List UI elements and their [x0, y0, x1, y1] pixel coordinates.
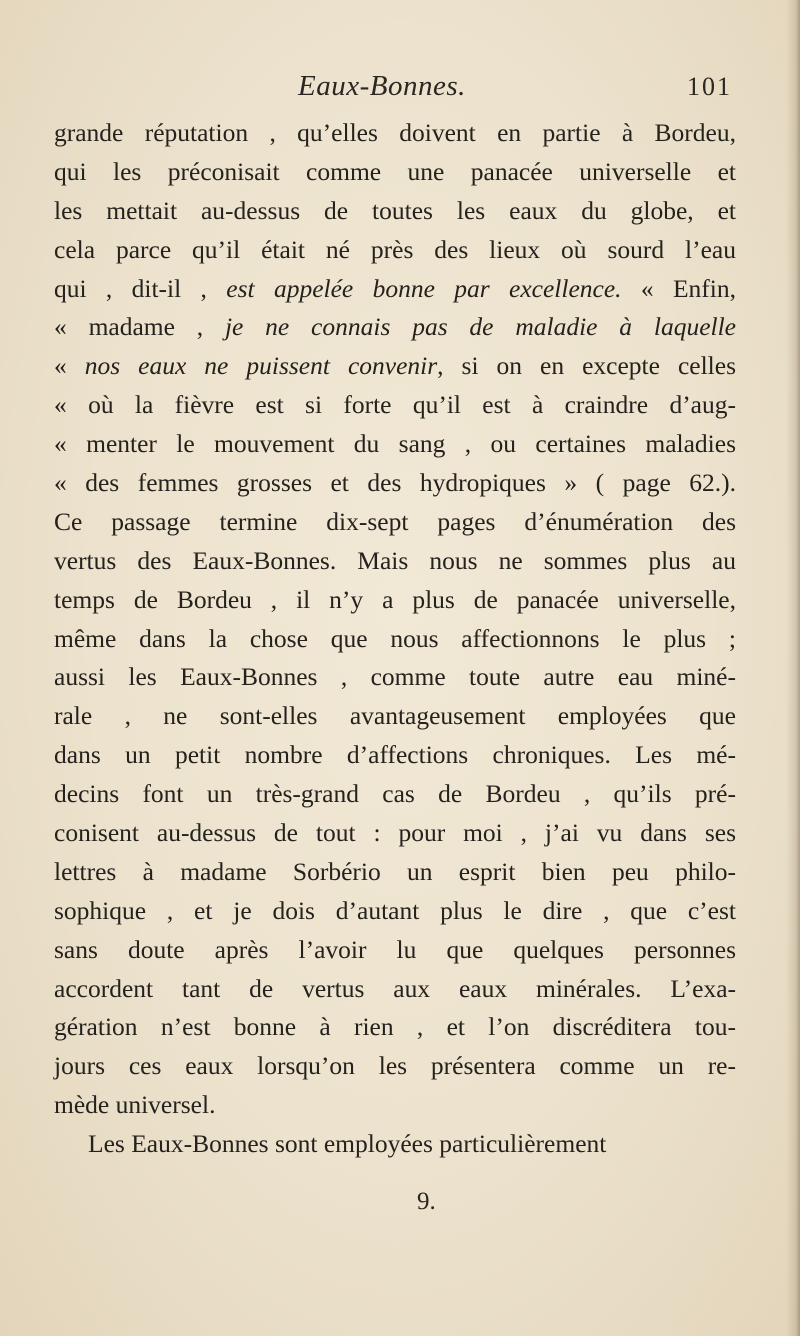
text-span: jours ces eaux lorsqu’on les présentera comme un re- — [54, 1051, 736, 1081]
text-line — [54, 1125, 736, 1164]
text-span: conisent au-dessus de tout : pour moi , j’ai vu dans ses — [54, 818, 736, 848]
text-line — [54, 503, 736, 542]
text-span: « des femmes grosses et des hydropiques » ( page 62.). — [54, 468, 736, 498]
text-span: « Enfin, — [621, 273, 736, 303]
text-line — [54, 386, 736, 425]
text-span: sans doute après l’avoir lu que quelques personnes — [54, 934, 736, 964]
text-line — [54, 814, 736, 853]
text-span: lettres à madame Sorbério un esprit bien peu philo- — [54, 856, 736, 886]
italic-span: je ne connais pas de maladie à laquelle — [224, 312, 736, 342]
running-head-title: Eaux-Bonnes. — [298, 70, 466, 102]
text-line — [54, 347, 736, 386]
text-line — [54, 620, 736, 659]
text-span: mède universel. — [54, 1090, 216, 1120]
text-line — [54, 153, 736, 192]
text-line — [54, 542, 736, 581]
text-span: , si on en excepte celles — [437, 351, 737, 381]
text-line — [54, 581, 736, 620]
text-span: les mettait au-dessus de toutes les eaux du globe, et — [54, 195, 736, 225]
text-line — [54, 1086, 736, 1125]
text-line — [54, 892, 736, 931]
text-line — [54, 270, 736, 309]
text-span: « — [54, 351, 85, 381]
text-line — [54, 464, 736, 503]
text-line — [54, 308, 736, 347]
italic-span: est appelée bonne par excellence. — [226, 273, 622, 303]
text-line — [54, 1008, 736, 1047]
text-span: rale , ne sont-elles avantageusement employées que — [54, 701, 736, 731]
text-line — [54, 425, 736, 464]
text-line — [54, 231, 736, 270]
text-line — [54, 658, 736, 697]
text-span: qui , dit-il , — [54, 273, 227, 303]
text-span: « où la fièvre est si forte qu’il est à craindre d’aug- — [54, 390, 736, 420]
text-span: temps de Bordeu , il n’y a plus de panacée universelle, — [54, 584, 736, 614]
text-line — [54, 192, 736, 231]
signature-mark: 9. — [417, 1188, 436, 1215]
text-span: sophique , et je dois d’autant plus le dire , que c’est — [54, 895, 736, 925]
text-line — [54, 736, 736, 775]
italic-span: nos eaux ne puissent convenir — [84, 351, 438, 381]
text-span: Ce passage termine dix-sept pages d’énumération des — [54, 506, 736, 536]
page-number: 101 — [687, 72, 732, 101]
text-span: aussi les Eaux-Bonnes , comme toute autre eau miné- — [54, 662, 736, 692]
text-span: dans un petit nombre d’affections chroniques. Les mé- — [54, 740, 736, 770]
text-span: gération n’est bonne à rien , et l’on discréditera tou- — [54, 1012, 736, 1042]
text-span: accordent tant de vertus aux eaux minérales. L’exa- — [54, 973, 736, 1003]
text-span: Les Eaux-Bonnes sont employées particulièrement — [88, 1129, 607, 1159]
text-span: qui les préconisait comme une panacée universelle et — [54, 156, 736, 186]
text-line — [54, 970, 736, 1009]
text-span: vertus des Eaux-Bonnes. Mais nous ne sommes plus au — [54, 545, 736, 575]
text-line — [54, 697, 736, 736]
text-line — [54, 775, 736, 814]
text-span: « madame , — [54, 312, 225, 342]
text-line — [54, 931, 736, 970]
text-line — [54, 1047, 736, 1086]
text-span: grande réputation , qu’elles doivent en partie à Bordeu, — [54, 118, 736, 147]
text-line — [54, 853, 736, 892]
text-line — [54, 114, 736, 153]
text-span: decins font un très-grand cas de Bordeu , qu’ils pré- — [54, 779, 736, 809]
page-edge-shadow — [786, 0, 800, 1336]
running-head — [52, 70, 736, 110]
text-span: « menter le mouvement du sang , ou certaines maladies — [54, 429, 736, 459]
text-span: cela parce qu’il était né près des lieux où sourd l’eau — [54, 234, 736, 264]
text-span: même dans la chose que nous affectionnons le plus ; — [54, 623, 736, 653]
body-text — [54, 114, 736, 1164]
